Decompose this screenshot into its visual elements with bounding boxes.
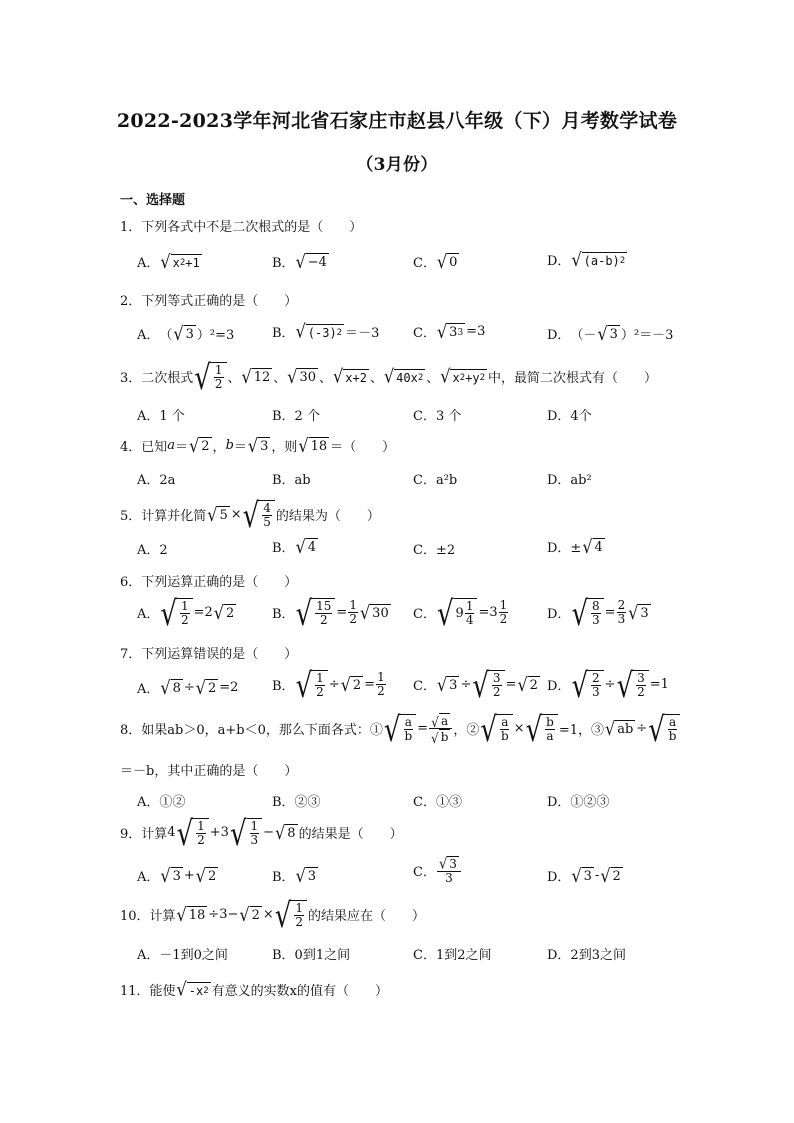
section-heading: 一、选择题 bbox=[120, 193, 186, 208]
page-subtitle: （3月份） bbox=[356, 155, 438, 175]
q3-option-d: D．4个 bbox=[547, 409, 592, 424]
question-6 bbox=[120, 571, 297, 590]
q7-option-a: A． √ 8 ÷ √ 2 =2 bbox=[137, 676, 239, 699]
q2-option-c: C． √ 3 3 =3 bbox=[413, 320, 486, 343]
question-8: 8．如果ab＞0，a+b＜0，那么下面各式：① √ $\frac{a}{b}$ = √ a √ b ，② √ $\frac{a}{b}$ × √ $\frac{b}{a}$ =1，③ √ ab ÷ √ $\frac{a}{b}$ bbox=[120, 713, 681, 744]
q6-option-a: A． √ $\frac{1}{2}$ =2 √ 2 bbox=[137, 595, 235, 635]
q5-option-a: A．2 bbox=[137, 543, 168, 558]
option-letter: B． bbox=[272, 870, 295, 885]
q9-option-a: A． √ 3 + √ 2 bbox=[137, 864, 217, 887]
question-10-stem: 10．计算 bbox=[120, 909, 176, 925]
option-letter: B． bbox=[272, 326, 295, 341]
q9-option-b: B． √ 3 bbox=[272, 864, 317, 887]
q3-option-c: C．3 个 bbox=[413, 409, 462, 424]
question-9-stem-tail: 的结果是（ ） bbox=[298, 827, 403, 843]
question-7 bbox=[120, 643, 297, 662]
question-8-line2: ＝－b，其中正确的是（ ） bbox=[120, 764, 298, 779]
option-letter: D． bbox=[547, 679, 571, 695]
q1-option-c: C． √ 0 bbox=[413, 250, 458, 273]
q8-option-d: D．①②③ bbox=[547, 795, 610, 810]
question-5-stem: 5．计算并化简 bbox=[120, 509, 207, 525]
option-letter: D． bbox=[547, 607, 571, 623]
q6-option-b: B． √ $\frac{15}{2}$ = $\frac{1}{2}$ √ 30 bbox=[272, 595, 389, 635]
question-1 bbox=[120, 216, 362, 235]
option-letter: C． bbox=[413, 326, 436, 341]
option-letter: C． bbox=[413, 865, 436, 881]
option-letter: B． bbox=[272, 679, 295, 695]
q4-option-a: A．2a bbox=[137, 473, 176, 488]
question-5: 5．计算并化简 √ 5 × √ $\frac{4}{5}$ 的结果为（ ） bbox=[120, 497, 380, 537]
q8-option-a: A．①② bbox=[137, 795, 186, 810]
option-letter: C． bbox=[413, 256, 436, 271]
q9-option-c: C． √ 3 3 bbox=[413, 856, 462, 885]
page-title: 2022-2023学年河北省石家庄市赵县八年级（下）月考数学试卷 bbox=[116, 110, 678, 132]
option-letter: A． bbox=[137, 256, 160, 271]
option-letter: D．± bbox=[547, 541, 582, 556]
option-letter: B． bbox=[272, 607, 295, 623]
option-letter: B． bbox=[272, 541, 295, 556]
q1-option-a: A． √ x 2 +1 bbox=[137, 250, 200, 272]
q6-option-d: D． √ $\frac{8}{3}$ = $\frac{2}{3}$ √ 3 bbox=[547, 595, 649, 635]
question-9: 9．计算 4 √ $\frac{1}{2}$ +3 √ $\frac{1}{3}$ − √ 8 的结果是（ ） bbox=[120, 815, 403, 855]
option-letter: A． bbox=[137, 607, 160, 623]
option-letter: C． bbox=[413, 607, 436, 623]
q8-option-b: B．②③ bbox=[272, 795, 321, 810]
q4-option-c: C．a²b bbox=[413, 473, 458, 488]
option-letter: D． bbox=[547, 328, 571, 343]
option-letter: D． bbox=[547, 870, 571, 885]
q3-option-b: B．2 个 bbox=[272, 409, 320, 424]
q2-option-b: B． √ (-3) 2 ＝－3 bbox=[272, 320, 380, 342]
q10-option-a: A．－1到0之间 bbox=[137, 948, 228, 963]
q10-option-c: C．1到2之间 bbox=[413, 948, 492, 963]
q4-option-b: B．ab bbox=[272, 473, 311, 488]
q1-option-d: D． √ (a-b) 2 bbox=[547, 248, 626, 270]
question-3-stem: 3．二次根式 bbox=[120, 371, 194, 387]
q9-option-d: D． √ 3 - √ 2 bbox=[547, 864, 621, 887]
q8-option-c: C．①③ bbox=[413, 795, 462, 810]
question-5-stem-tail: 的结果为（ ） bbox=[275, 509, 380, 525]
q10-option-b: B．0到1之间 bbox=[272, 948, 351, 963]
question-4-stem-tail: ＝（ ） bbox=[330, 440, 396, 455]
option-letter: A． bbox=[137, 870, 160, 885]
question-3: 3．二次根式 √ $\frac{1}{2}$ 、 √ 12 、 √ 30 、 √ x+2 、 √ 40x 2 、 √ x 2 +y 2 中，最简二次根式有（ ） bbox=[120, 359, 658, 399]
option-letter: C． bbox=[413, 679, 436, 695]
option-letter: A． bbox=[137, 328, 160, 343]
question-3-stem-tail: 中，最简二次根式有（ ） bbox=[488, 371, 658, 387]
question-8-stem: 8．如果ab＞0，a+b＜0，那么下面各式：① bbox=[120, 723, 383, 739]
q5-option-c: C．±2 bbox=[413, 543, 456, 558]
question-1-stem: 1．下列各式中不是二次根式的是（ ） bbox=[120, 220, 363, 235]
q7-option-c: C． √ 3 ÷ √ $\frac{3}{2}$ = √ 2 bbox=[413, 667, 538, 707]
q6-option-c: C． √ 9 $\frac{1}{4}$ =3 $\frac{1}{2}$ bbox=[413, 595, 508, 635]
question-9-stem: 9．计算 bbox=[120, 827, 168, 843]
q3-option-a: A．1 个 bbox=[137, 409, 185, 424]
question-10: 10．计算 √ 18 ÷3− √ 2 × √ $\frac{1}{2}$ 的结果应在（ ） bbox=[120, 897, 425, 937]
q7-option-d: D． √ $\frac{2}{3}$ ÷ √ $\frac{3}{2}$ =1 bbox=[547, 667, 669, 707]
option-letter: D． bbox=[547, 254, 571, 269]
question-7-stem: 7．下列运算错误的是（ ） bbox=[120, 647, 298, 662]
question-4-stem: 4．已知 bbox=[120, 440, 168, 455]
q5-option-b: B． √ 4 bbox=[272, 535, 317, 558]
q1-option-b: B． √ −4 bbox=[272, 250, 327, 273]
q4-option-d: D．ab² bbox=[547, 473, 592, 488]
question-11-stem-tail: 有意义的实数x的值有（ ） bbox=[211, 984, 388, 999]
q7-option-b: B． √ $\frac{1}{2}$ ÷ √ 2 = $\frac{1}{2}$ bbox=[272, 667, 385, 707]
question-2-stem: 2．下列等式正确的是（ ） bbox=[120, 294, 298, 309]
question-10-stem-tail: 的结果应在（ ） bbox=[307, 909, 425, 925]
question-2 bbox=[120, 290, 297, 309]
question-11: 11．能使 √ -x 2 有意义的实数x的值有（ ） bbox=[120, 978, 388, 1000]
q10-option-d: D．2到3之间 bbox=[547, 948, 626, 963]
question-4: 4．已知 a ＝ √ 2 ， b ＝ √ 3 ，则 √ 18 ＝（ ） bbox=[120, 434, 396, 457]
q5-option-d: D．± √ 4 bbox=[547, 535, 603, 558]
question-11-stem: 11．能使 bbox=[120, 984, 176, 999]
q2-option-d: D． （－ √ 3 ）²＝－3 bbox=[547, 322, 674, 345]
q2-option-a: A． （ √ 3 ）²=3 bbox=[137, 322, 235, 345]
question-6-stem: 6．下列运算正确的是（ ） bbox=[120, 575, 298, 590]
option-letter: B． bbox=[272, 256, 295, 271]
option-letter: A． bbox=[137, 682, 160, 697]
